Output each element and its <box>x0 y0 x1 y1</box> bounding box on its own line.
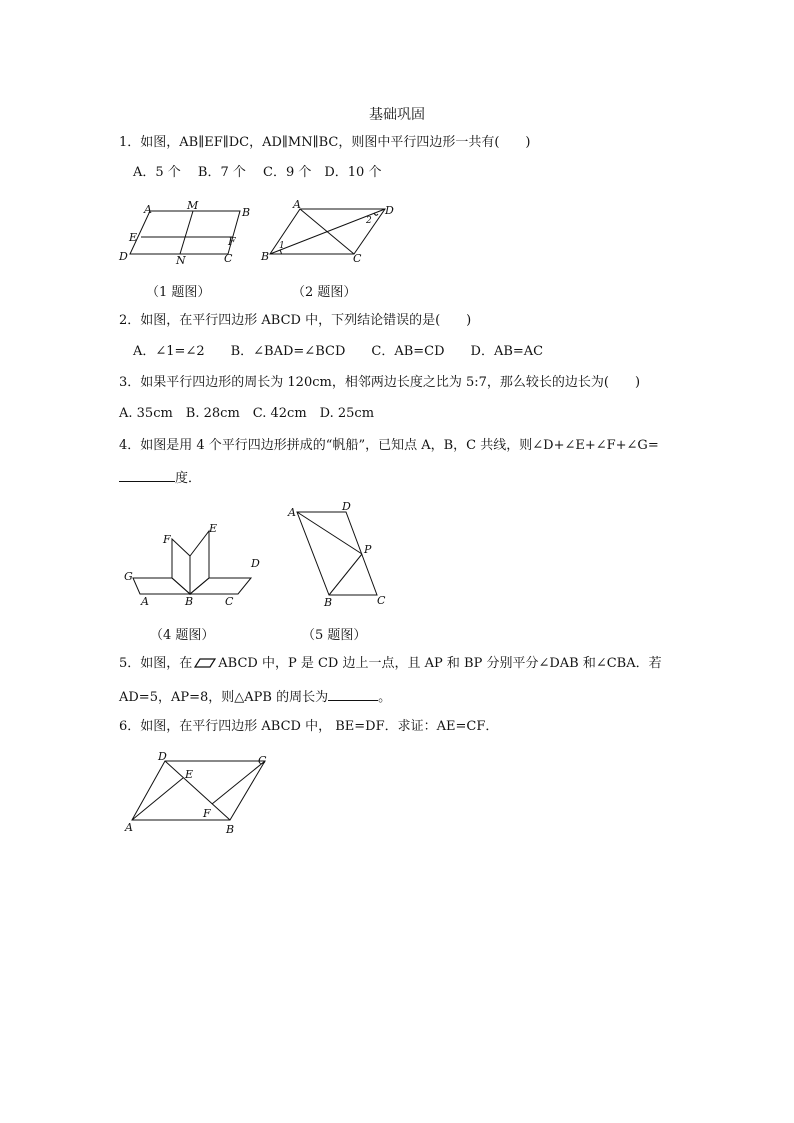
question-2-options: A．∠1=∠2 B．∠BAD=∠BCD C．AB=CD D．AB=AC <box>133 344 544 359</box>
figure-5 <box>285 500 395 612</box>
fig4-label-a: A <box>141 595 149 608</box>
fig4-sail-left <box>172 539 190 594</box>
fig4-label-b: B <box>185 595 194 608</box>
fig1-label-d: D <box>119 250 128 263</box>
fig6-label-b: B <box>226 823 235 836</box>
question-5-suffix: 。 <box>378 690 392 705</box>
question-5-text-2: AD=5，AP=8，则△APB 的周长为 <box>119 690 329 705</box>
figure-4-caption: （4 题图） <box>150 628 215 643</box>
fig6-parallelogram <box>132 761 265 820</box>
fig1-label-e: E <box>129 231 138 244</box>
fig2-angle-2-arc <box>374 213 378 215</box>
fig5-label-c: C <box>377 594 386 607</box>
fig5-label-d: D <box>342 500 351 513</box>
fig5-line-ap <box>297 512 362 554</box>
fig5-label-a: A <box>288 506 296 519</box>
fig1-label-n: N <box>176 254 186 267</box>
question-1-text: 1．如图，AB∥EF∥DC，AD∥MN∥BC，则图中平行四边形一共有( ) <box>119 135 531 150</box>
fig4-label-d: D <box>251 557 260 570</box>
figure-5-caption: （5 题图） <box>302 628 367 643</box>
question-4-answer-line <box>119 468 201 488</box>
question-5-text-1: ABCD 中，P 是 CD 边上一点，且 AP 和 BP 分别平分∠DAB 和∠CBA．若 <box>218 656 662 671</box>
fig5-label-p: P <box>364 543 372 556</box>
figure-1 <box>115 200 265 270</box>
fig6-line-cf <box>212 761 265 804</box>
question-3-text: 3．如果平行四边形的周长为 120cm，相邻两边长度之比为 5:7，那么较长的边长为( ) <box>119 375 641 390</box>
fig1-label-c: C <box>224 252 233 265</box>
fig1-label-f: F <box>228 235 236 248</box>
figure-6 <box>122 750 282 840</box>
figure-2 <box>258 198 408 268</box>
fig6-diagonal-bd <box>165 761 230 820</box>
page-title: 基础巩固 <box>369 107 425 123</box>
fig6-line-ae <box>132 778 183 820</box>
question-4-blank[interactable] <box>119 468 175 482</box>
fig6-label-d: D <box>158 750 167 763</box>
question-4-suffix: 度． <box>175 471 202 486</box>
fig2-label-2: 2 <box>366 216 372 226</box>
question-5-line-1 <box>119 655 662 673</box>
fig4-label-c: C <box>225 595 234 608</box>
question-5-line-2 <box>119 687 391 707</box>
fig1-label-b: B <box>242 206 251 219</box>
fig4-label-e: E <box>209 522 218 535</box>
question-5-blank[interactable] <box>328 687 378 701</box>
question-2-text: 2．如图，在平行四边形 ABCD 中，下列结论错误的是( ) <box>119 313 472 328</box>
fig6-label-e: E <box>185 768 194 781</box>
question-6-text: 6．如图，在平行四边形 ABCD 中， BE=DF．求证：AE=CF． <box>119 719 499 734</box>
figure-2-caption: （2 题图） <box>292 285 357 300</box>
fig1-label-a: A <box>144 203 152 216</box>
question-5-prefix: 5．如图，在 <box>119 656 193 671</box>
question-4-text: 4．如图是用 4 个平行四边形拼成的“帆船”，已知点 A，B，C 共线，则∠D+∠E+∠F+∠G= <box>119 438 659 453</box>
fig2-label-1: 1 <box>279 241 285 251</box>
fig4-label-g: G <box>124 570 133 583</box>
figure-1-caption: （1 题图） <box>146 285 211 300</box>
fig6-label-c: C <box>258 754 267 767</box>
fig2-label-d: D <box>385 204 394 217</box>
figure-4 <box>120 518 270 613</box>
fig4-sail-right <box>190 531 209 594</box>
fig2-label-c: C <box>353 252 362 265</box>
fig5-line-bp <box>329 554 362 595</box>
question-3-options: A. 35cm B. 28cm C. 42cm D. 25cm <box>119 406 375 421</box>
fig2-label-b: B <box>261 250 270 263</box>
fig1-line-mn <box>180 211 193 254</box>
parallelogram-symbol-icon <box>194 658 216 668</box>
fig2-diagonal-ac <box>300 209 354 254</box>
fig1-label-m: M <box>187 199 199 212</box>
fig6-label-a: A <box>125 821 133 834</box>
fig1-parallelogram <box>130 211 240 254</box>
fig6-label-f: F <box>203 807 211 820</box>
question-1-options: A．5 个 B．7 个 C．9 个 D．10 个 <box>133 165 382 180</box>
fig4-label-f: F <box>163 533 171 546</box>
fig2-label-a: A <box>293 198 301 211</box>
fig5-label-b: B <box>324 596 333 609</box>
